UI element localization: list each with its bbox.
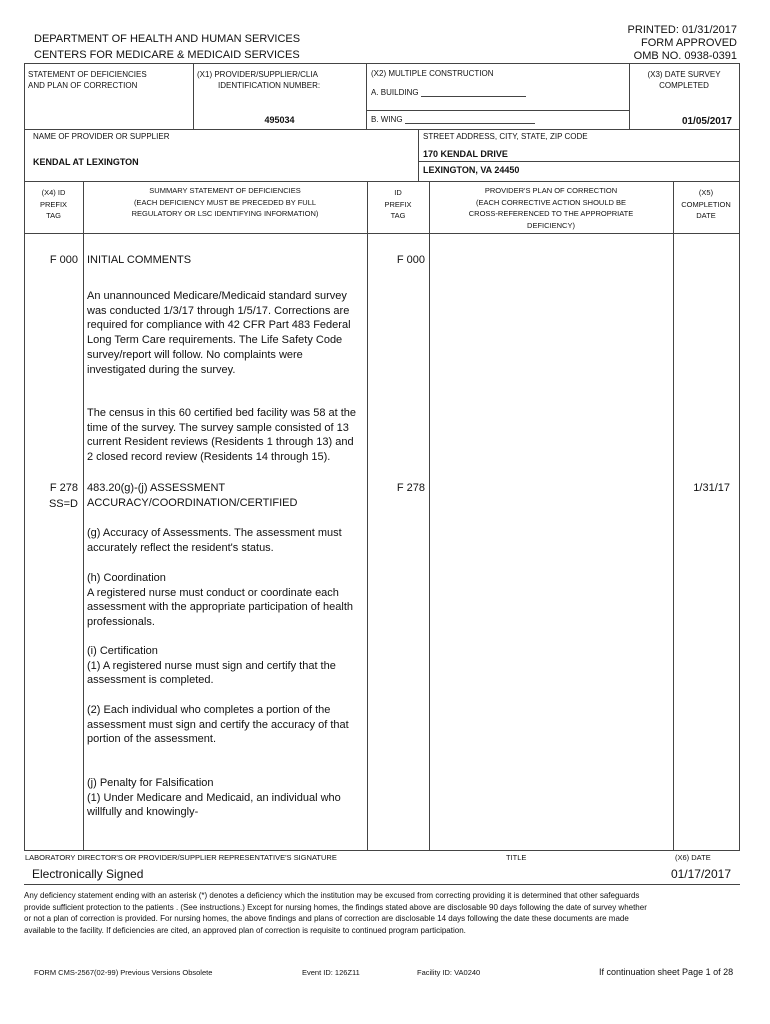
- certification-paragraph: (i) Certification (1) A registered nurse must sign and certify that the assessment is completed.: [87, 645, 336, 687]
- summary-header: [83, 185, 367, 220]
- summary-header-line: (EACH DEFICIENCY MUST BE PRECEDED BY FULL: [133, 197, 317, 207]
- form-approved: FORM APPROVED: [641, 37, 737, 49]
- address-label: STREET ADDRESS, CITY, STATE, ZIP CODE: [423, 132, 588, 141]
- rule: [24, 850, 740, 851]
- rule: [24, 129, 740, 130]
- column-divider: [673, 181, 674, 850]
- column-divider: [83, 181, 84, 850]
- id-prefix-tag: F 000: [396, 254, 425, 266]
- coordination-paragraph: (h) Coordination A registered nurse must conduct or coordinate each assessment with the appropriate participation of health professionals.: [87, 572, 353, 629]
- column-divider: [429, 181, 430, 850]
- rule: [24, 884, 740, 885]
- x4-header-line: PREFIX: [39, 199, 68, 209]
- statement-label-line: STATEMENT OF DEFICIENCIES: [28, 70, 147, 79]
- plan-header-line: CROSS-REFERENCED TO THE APPROPRIATE: [468, 209, 634, 218]
- id-header-line: TAG: [390, 211, 406, 220]
- x2-label: (X2) MULTIPLE CONSTRUCTION: [371, 69, 494, 78]
- id-header-line: ID: [394, 188, 402, 197]
- prefix-tag: F 000: [49, 254, 78, 266]
- statement-label-line: AND PLAN OF CORRECTION: [28, 81, 138, 90]
- x3-label-line: COMPLETED: [659, 81, 709, 90]
- disclaimer: Any deficiency statement ending with an asterisk (*) denotes a deficiency which the institution may be excused from correcting providing it is determined that other safeguards provide sufficient protection to the patients . (See instructions.) Except for nursing homes, the findings stated above are disclosable 90 days following the date of survey whether or not a plan of correction is provided. For nursing homes, the above findings and plans of correction are disclosable 14 days following the date these documents are made available to the facility. If deficiencies are cited, an approved plan of correction is requisite to continued program participation.: [24, 891, 647, 935]
- prefix-tag: F 278: [49, 482, 78, 494]
- survey-paragraph: An unannounced Medicare/Medicaid standard survey was conducted 1/3/17 through 1/5/17. Corrections are required for compliance with 42 CFR Part 483 Federal Long Term Care requirements. The Life Safety Code survey/report will follow. No complaints were investigated during the survey.: [87, 290, 351, 376]
- page-indicator: If continuation sheet Page 1 of 28: [599, 967, 734, 977]
- rule: [418, 161, 739, 162]
- divider: [418, 129, 419, 181]
- city-state-zip: LEXINGTON, VA 24450: [423, 165, 520, 175]
- provider-name: KENDAL AT LEXINGTON: [33, 157, 139, 167]
- department-name: DEPARTMENT OF HEALTH AND HUMAN SERVICES: [34, 33, 301, 45]
- summary-header-line: REGULATORY OR LSC IDENTIFYING INFORMATION): [131, 209, 319, 218]
- initial-comments-title: INITIAL COMMENTS: [87, 254, 192, 266]
- divider: [366, 63, 367, 130]
- event-id: Event ID: 126Z11: [302, 968, 360, 977]
- form-number: FORM CMS-2567(02-99) Previous Versions Obsolete: [34, 968, 213, 977]
- street-address: 170 KENDAL DRIVE: [423, 149, 508, 159]
- plan-header-line: PROVIDER'S PLAN OF CORRECTION: [484, 186, 618, 195]
- x3-label-line: (X3) DATE SURVEY: [647, 70, 721, 79]
- building-blank: [421, 87, 526, 97]
- deficiency-title-2: ACCURACY/COORDINATION/CERTIFIED: [87, 497, 298, 509]
- title-label: TITLE: [506, 853, 527, 862]
- building-label: A. BUILDING: [371, 88, 419, 97]
- portion-paragraph: (2) Each individual who completes a portion of the assessment must sign and certify the accuracy of that portion of the assessment.: [87, 704, 349, 746]
- agency-name: CENTERS FOR MEDICARE & MEDICAID SERVICES: [34, 49, 300, 61]
- scope-severity: SS=D: [48, 498, 78, 510]
- facility-id: Facility ID: VA0240: [417, 968, 481, 977]
- plan-header-line: DEFICIENCY): [527, 220, 575, 230]
- rule: [24, 181, 740, 182]
- x4-header-line: (X4) ID: [41, 188, 66, 197]
- provider-id-number: 495034: [264, 115, 295, 125]
- statement-label: [28, 69, 147, 91]
- signature-value: Electronically Signed: [32, 867, 144, 881]
- omb-number: OMB NO. 0938-0391: [633, 50, 737, 62]
- building-field: [371, 87, 526, 97]
- signature-label: LABORATORY DIRECTOR'S OR PROVIDER/SUPPLIER REPRESENTATIVE'S SIGNATURE: [25, 853, 337, 862]
- rule: [24, 233, 740, 234]
- summary-header-line: SUMMARY STATEMENT OF DEFICIENCIES: [149, 186, 301, 195]
- x5-header-line: DATE: [696, 211, 716, 220]
- rule: [366, 110, 629, 111]
- wing-blank: [405, 114, 535, 124]
- completion-date: 1/31/17: [693, 482, 730, 494]
- x5-header: [673, 187, 739, 222]
- falsification-paragraph: (j) Penalty for Falsification (1) Under Medicare and Medicaid, an individual who willfully and knowingly-: [87, 777, 341, 819]
- id-header: [367, 187, 429, 222]
- id-prefix-tag: F 278: [396, 482, 425, 494]
- id-header-line: PREFIX: [384, 199, 412, 209]
- plan-header-line: (EACH CORRECTIVE ACTION SHOULD BE: [475, 197, 627, 207]
- x1-label-line: (X1) PROVIDER/SUPPLIER/CLIA: [197, 70, 318, 79]
- census-paragraph: The census in this 60 certified bed facility was 58 at the time of the survey. The survey sample consisted of 13 current Resident reviews (Residents 1 through 13) and 2 closed record review (Residents 14 through 15).: [87, 407, 357, 464]
- x3-label: [629, 69, 739, 91]
- provider-name-label: NAME OF PROVIDER OR SUPPLIER: [33, 132, 170, 141]
- wing-label: B. WING: [371, 115, 403, 124]
- signature-date: 01/17/2017: [670, 867, 731, 881]
- rule: [24, 63, 740, 64]
- accuracy-paragraph: (g) Accuracy of Assessments. The assessment must accurately reflect the resident's status.: [87, 527, 342, 554]
- x5-header-line: COMPLETION: [681, 199, 731, 209]
- x4-header: [24, 187, 83, 222]
- plan-header: [429, 185, 673, 231]
- survey-completed-date: 01/05/2017: [681, 116, 732, 127]
- printed-date: PRINTED: 01/31/2017: [627, 24, 737, 36]
- x1-label: [197, 69, 320, 91]
- wing-field: [371, 114, 535, 124]
- x5-header-line: (X5): [698, 188, 714, 197]
- deficiency-title: 483.20(g)-(j) ASSESSMENT: [87, 482, 226, 494]
- column-divider: [367, 181, 368, 850]
- x4-header-line: TAG: [46, 211, 61, 220]
- x1-label-line: IDENTIFICATION NUMBER:: [218, 81, 321, 90]
- signature-date-label: (X6) DATE: [675, 853, 711, 862]
